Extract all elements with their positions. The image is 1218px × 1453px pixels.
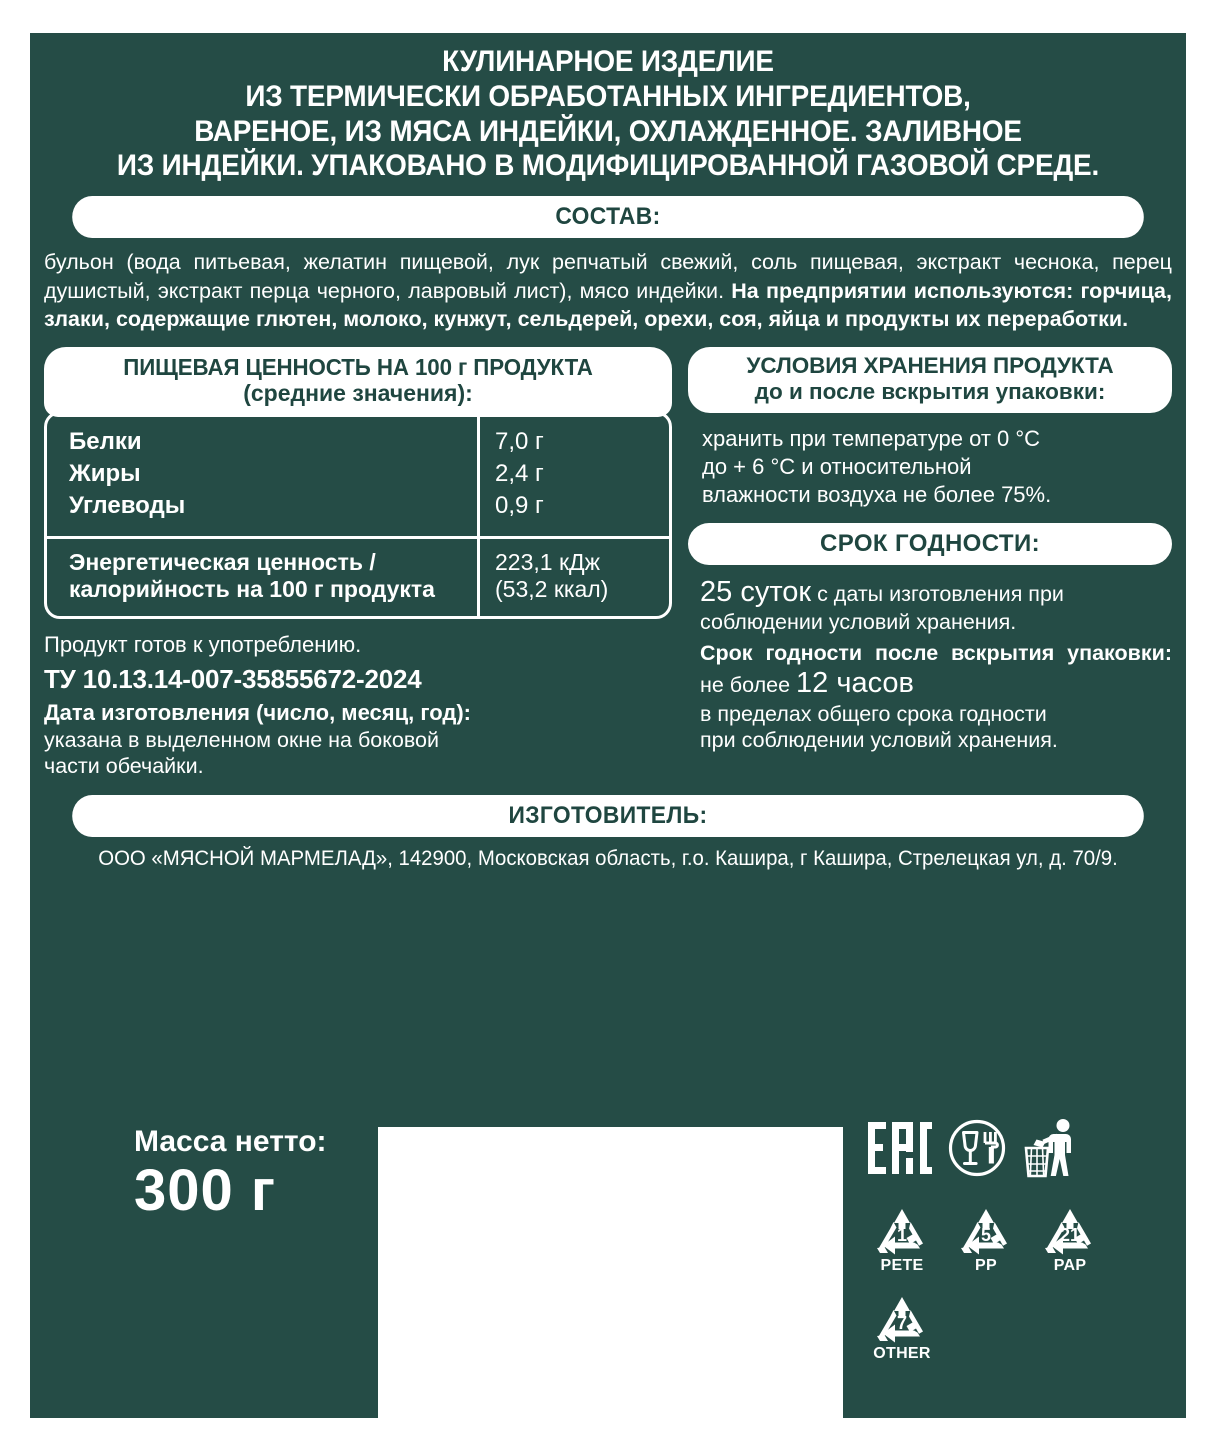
- nutrient-value: 7,0 г: [495, 427, 544, 455]
- table-row: [47, 426, 669, 458]
- nutrition-title: [44, 347, 672, 417]
- storage-column: [688, 347, 1172, 779]
- storage-line3: влажности воздуха не более 75%.: [702, 481, 1052, 507]
- shelf-life-duration: [700, 575, 1172, 636]
- storage-title: [688, 347, 1172, 412]
- recycling-label: PAP: [1053, 1257, 1087, 1274]
- nutrition-title-line1: ПИЩЕВАЯ ЦЕННОСТЬ НА 100 г ПРОДУКТА: [123, 354, 593, 381]
- net-weight-label: Масса нетто:: [134, 1125, 327, 1158]
- nutrient-name: Углеводы: [69, 491, 186, 519]
- header-line-3: ВАРЕНОЕ, ИЗ МЯСА ИНДЕЙКИ, ОХЛАЖДЕННОЕ. ЗАЛИВНОЕ: [194, 114, 1022, 148]
- info-columns: [44, 347, 1172, 779]
- shelf-life-after-opening: [700, 640, 1172, 702]
- tidyman-icon: [1022, 1117, 1078, 1179]
- recycling-code-7: [868, 1295, 936, 1363]
- manufacturer-address: ООО «МЯСНОЙ МАРМЕЛАД», 142900, Московская область, г.о. Кашира, г Кашира, Стрелецкая ул, д. 70/9.: [98, 846, 1118, 870]
- eac-icon: [868, 1122, 932, 1174]
- marks-cluster: [868, 1115, 1118, 1363]
- manufacturer-title: ИЗГОТОВИТЕЛЬ:: [72, 795, 1144, 837]
- header-line-1: КУЛИНАРНОЕ ИЗДЕЛИЕ: [442, 45, 774, 78]
- production-date-label: Дата изготовления (число, месяц, год):: [44, 700, 471, 725]
- marks-row-recycling-top: [868, 1207, 1118, 1275]
- table-row: [47, 490, 669, 522]
- recycling-code-1: [868, 1207, 936, 1275]
- product-label-panel: [30, 33, 1186, 1418]
- recycling-number: 1: [896, 1225, 908, 1245]
- composition-normal: бульон (вода питьевая, желатин пищевой, лук репчатый свежий, соль пищевая, экстракт чеснока, перец душистый, экстракт перца черного, лавровый лист), мясо индейки.: [44, 250, 1172, 303]
- shelf-life-days-value: 25 суток: [700, 576, 812, 609]
- composition-title: СОСТАВ:: [72, 196, 1144, 238]
- recycling-number: 7: [896, 1313, 908, 1333]
- mobius-loop-icon: [1039, 1207, 1101, 1259]
- storage-line2: до + 6 °С и относительной: [702, 453, 972, 479]
- mobius-loop-icon: [955, 1207, 1017, 1259]
- energy-value-kcal: (53,2 ккал): [495, 576, 609, 603]
- recycling-label: OTHER: [873, 1345, 931, 1362]
- after-opening-tail-line2: при соблюдении условий хранения.: [700, 728, 1058, 753]
- date-stamp-window: [378, 1127, 843, 1442]
- marks-row-certification: [868, 1115, 1118, 1181]
- production-date-value-line2: части обечайки.: [44, 753, 204, 778]
- storage-title-line2: до и после вскрытия упаковки:: [754, 378, 1106, 404]
- nutrient-name: Белки: [69, 427, 142, 455]
- left-footnotes: [44, 631, 672, 779]
- composition-text: [44, 248, 1172, 333]
- recycling-code-21: [1036, 1207, 1104, 1275]
- storage-title-line1: УСЛОВИЯ ХРАНЕНИЯ ПРОДУКТА: [746, 353, 1114, 379]
- composition-allergens: На предприятии используются: горчица, злаки, содержащие глютен, молоко, кунжут, сельдерей, орехи, соя, яйца и продукты их переработки.: [44, 278, 1172, 331]
- food-safe-glass-fork-icon: [948, 1119, 1006, 1177]
- nutrition-column: [44, 347, 672, 779]
- storage-conditions-text: [702, 425, 1172, 509]
- production-date-value-line1: указана в выделенном окне на боковой: [44, 727, 439, 752]
- after-opening-mid: не более: [700, 672, 797, 697]
- recycling-number: 5: [980, 1225, 992, 1245]
- recycling-label: PETE: [880, 1257, 924, 1274]
- energy-value-kj: 223,1 кДж: [495, 548, 600, 575]
- energy-name-line1: Энергетическая ценность /: [69, 548, 376, 575]
- recycling-code-5: [952, 1207, 1020, 1275]
- header-line-4: ИЗ ИНДЕЙКИ. УПАКОВАНО В МОДИФИЦИРОВАННОЙ ГАЗОВОЙ СРЕДЕ.: [116, 149, 1100, 183]
- recycling-number: 21: [1059, 1225, 1081, 1245]
- shelf-life-title: СРОК ГОДНОСТИ:: [688, 523, 1172, 565]
- energy-name: [47, 549, 477, 604]
- marks-row-recycling-bottom: [868, 1295, 1118, 1363]
- product-header: [30, 33, 1186, 184]
- bottom-section: [30, 1063, 1186, 1418]
- nutrition-title-line2: (средние значения):: [243, 380, 473, 407]
- shelf-life-days-rest: с даты изготовления при соблюдении условий хранения.: [700, 582, 1064, 634]
- recycling-label: PP: [975, 1257, 997, 1274]
- energy-value: [477, 549, 608, 604]
- nutrition-macros-group: [47, 414, 669, 536]
- storage-line1: хранить при температуре от 0 °С: [702, 425, 1041, 451]
- header-line-2: ИЗ ТЕРМИЧЕСКИ ОБРАБОТАННЫХ ИНГРЕДИЕНТОВ,: [245, 79, 971, 113]
- net-weight-value: 300 г: [134, 1158, 277, 1223]
- mobius-loop-icon: [871, 1295, 933, 1347]
- mobius-loop-icon: [871, 1207, 933, 1259]
- after-opening-value: 12 часов: [796, 666, 914, 699]
- energy-name-line2: калорийность на 100 г продукта: [69, 576, 435, 603]
- ready-to-eat-note: Продукт готов к употреблению.: [44, 632, 362, 657]
- after-opening-tail-line1: в пределах общего срока годности: [700, 702, 1047, 727]
- table-row: [47, 458, 669, 490]
- after-opening-label: Срок годности после вскрытия упаковки:: [700, 640, 1172, 665]
- nutrition-table: [44, 411, 672, 619]
- net-weight-block: [134, 1125, 327, 1223]
- nutrient-value: 2,4 г: [495, 459, 544, 487]
- nutrition-table-vertical-rule: [477, 414, 480, 616]
- nutrient-name: Жиры: [69, 459, 141, 487]
- tu-standard-number: ТУ 10.13.14-007-35855672-2024: [44, 663, 422, 694]
- shelf-life-body: [700, 575, 1172, 754]
- nutrient-value: 0,9 г: [495, 491, 544, 519]
- energy-row: [47, 539, 669, 616]
